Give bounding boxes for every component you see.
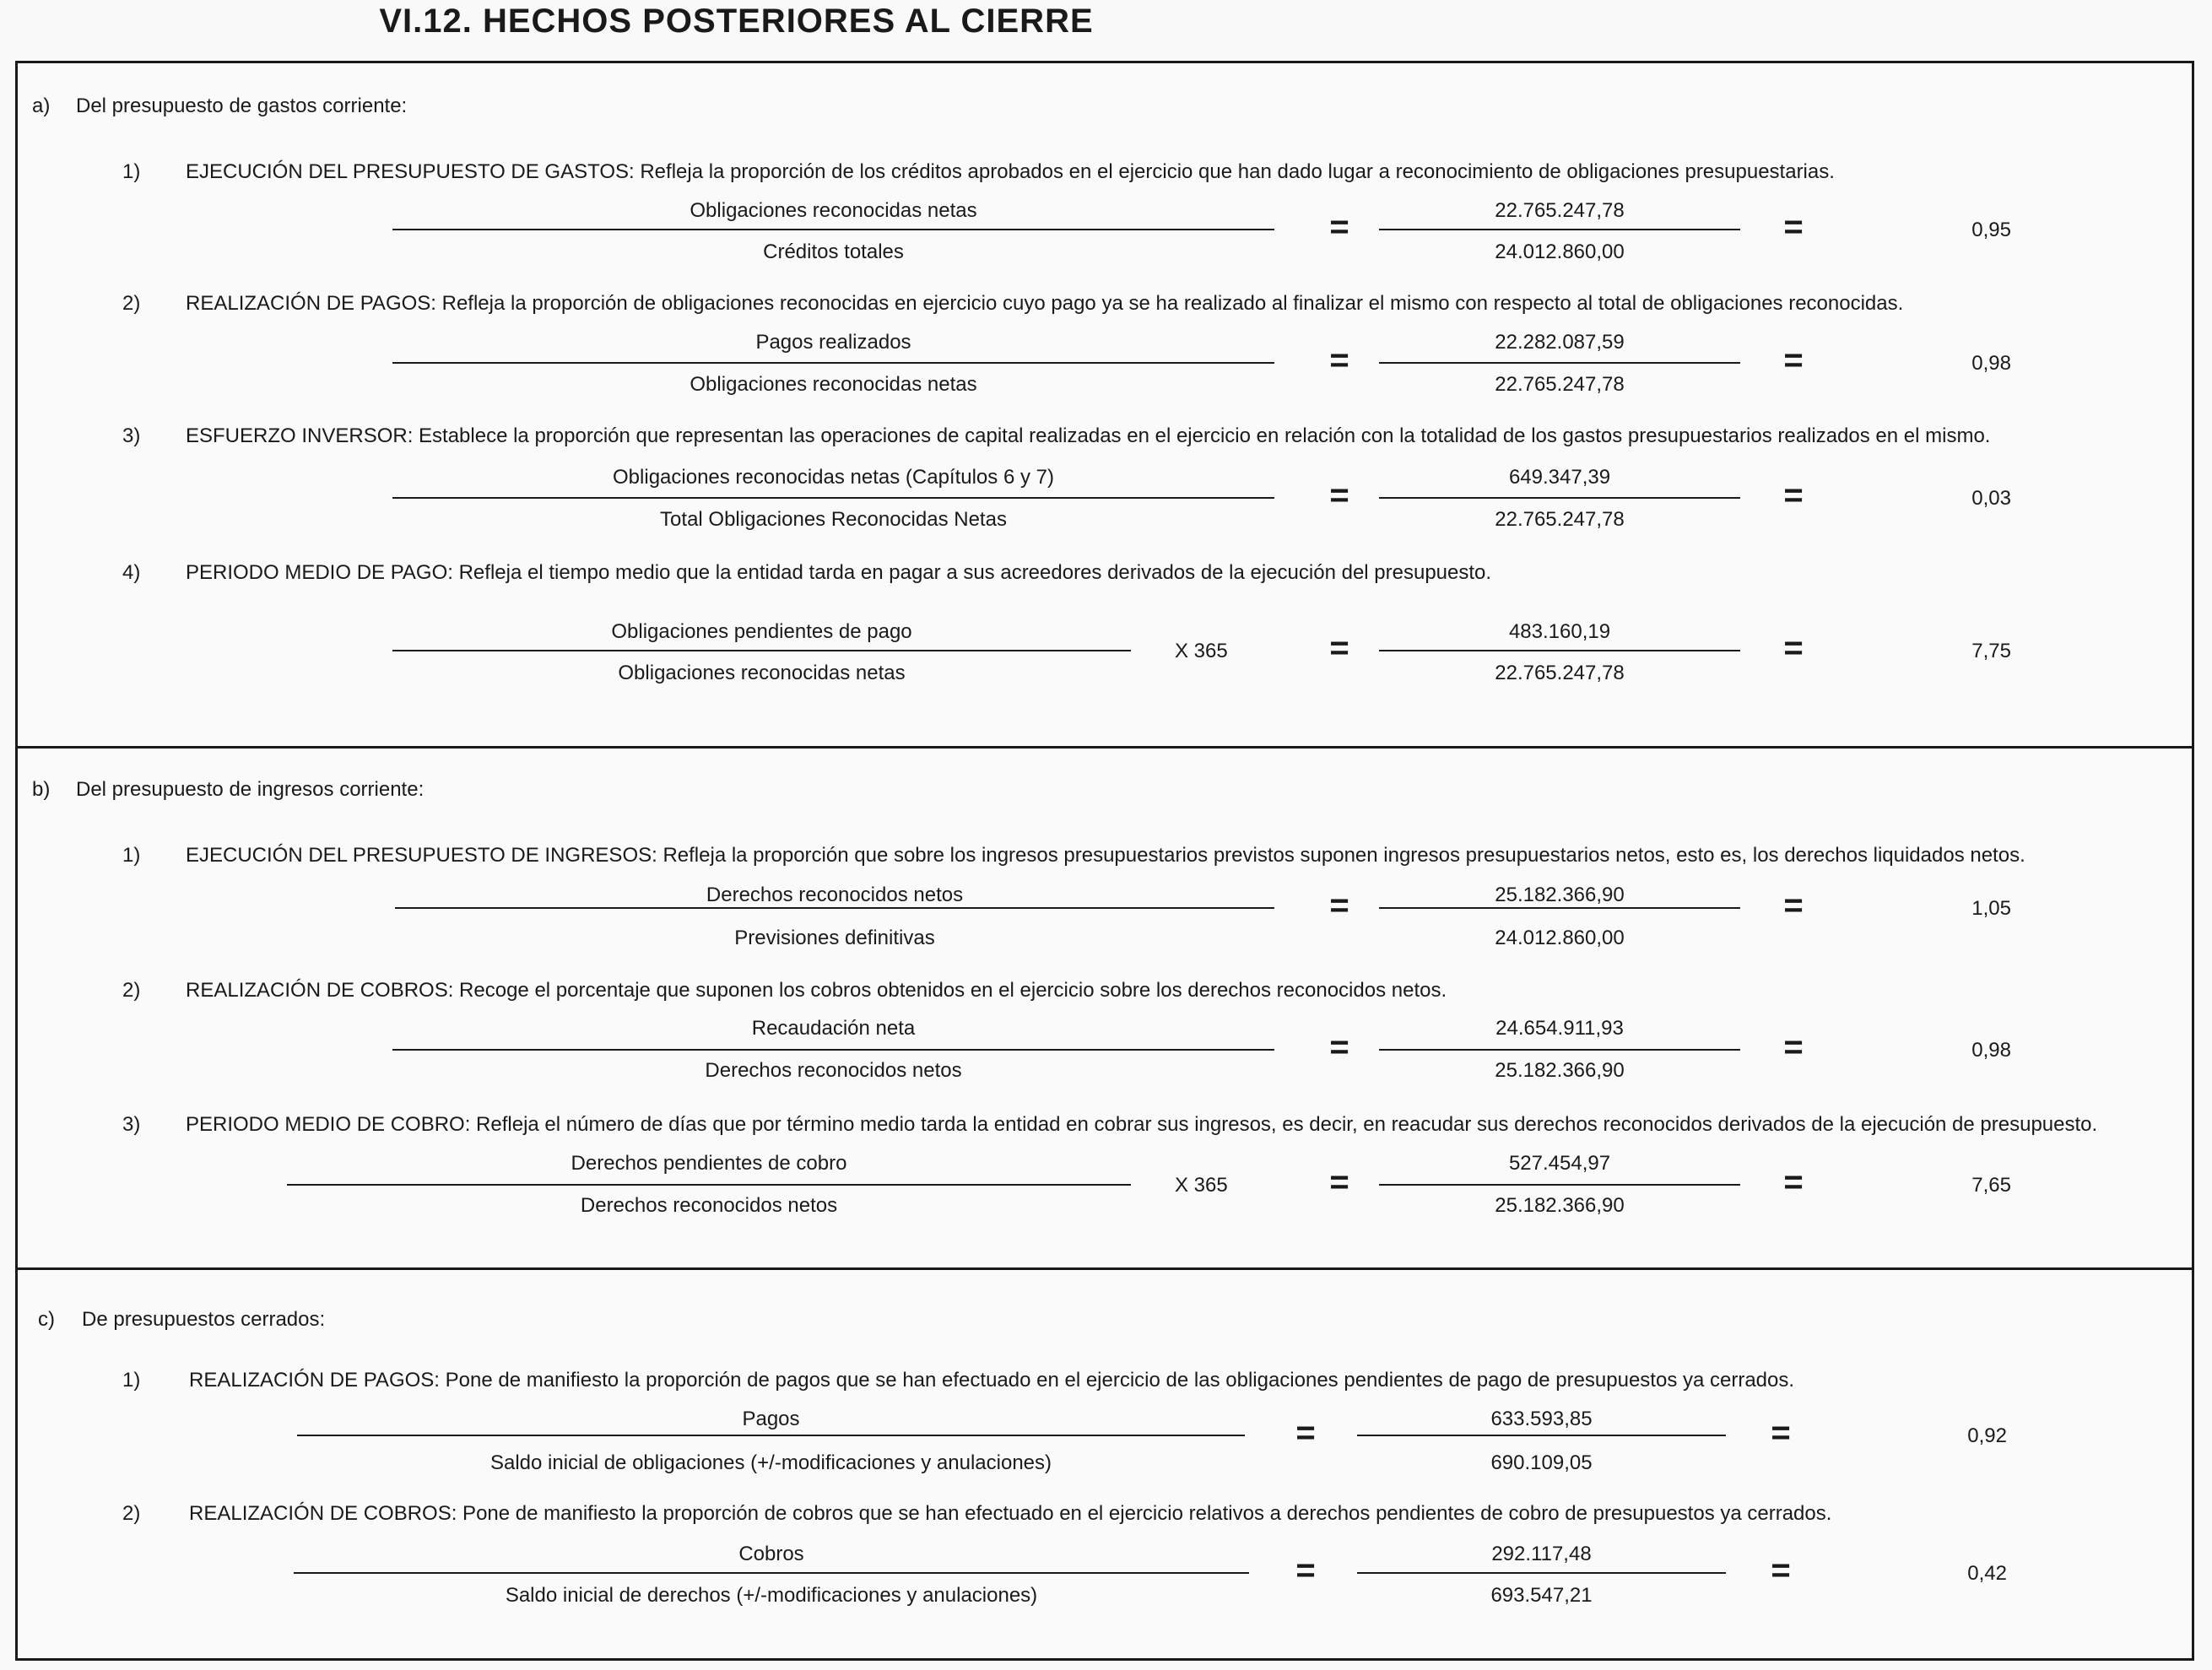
section-a-item-3-numerator-value: 649.347,39 (1508, 466, 1611, 489)
section-a-item-3-value-fraction-line (1379, 497, 1740, 499)
section-b-item-3-equals-sign-1: = (1329, 1164, 1349, 1201)
section-a-item-4-description: PERIODO MEDIO DE PAGO: Refleja el tiempo medio que la entidad tarda en pagar a sus acreedores derivados de la ejecución del presupuesto. (186, 561, 1492, 584)
section-a-item-2-denominator-label: Obligaciones reconocidas netas (690, 373, 977, 396)
section-b-item-3-multiplier: X 365 (1175, 1174, 1228, 1197)
section-b-item-2-denominator-value: 25.182.366,90 (1495, 1059, 1625, 1082)
section-a-item-3-fraction-line (392, 497, 1274, 499)
section-a-item-3-equals-sign-2: = (1783, 477, 1804, 514)
section-a-item-1-equals-sign-2: = (1783, 208, 1804, 246)
section-a-item-1-numerator-value: 22.765.247,78 (1495, 199, 1625, 222)
page-title: VI.12. HECHOS POSTERIORES AL CIERRE (379, 3, 1094, 40)
section-b-item-1-equals-sign-1: = (1329, 887, 1349, 924)
section-a-item-2-description: REALIZACIÓN DE PAGOS: Refleja la proporción de obligaciones reconocidas en ejercicio cuyo pago ya se ha realizado al finalizar el mismo con respecto al total de obligaciones reconocidas. (186, 292, 1904, 315)
section-c-item-1-value-fraction-line (1357, 1435, 1726, 1436)
section-c-item-1-equals-sign-1: = (1295, 1414, 1316, 1451)
section-a-item-1-value-fraction-line (1379, 229, 1740, 230)
section-b-item-2-equals-sign-2: = (1783, 1029, 1804, 1066)
section-b-item-3-description: PERIODO MEDIO DE COBRO: Refleja el número de días que por término medio tarda la entidad en cobrar sus ingresos, es decir, en reacudar sus derechos reconocidos derivados de la ejecución de presupuesto. (186, 1113, 2098, 1136)
section-c-letter: c) (38, 1308, 55, 1331)
section-b-item-3-number: 3) (122, 1113, 141, 1136)
section-c-item-2-fraction-line (294, 1572, 1249, 1574)
section-c-item-1-numerator-value: 633.593,85 (1490, 1408, 1593, 1430)
section-c-item-1-number: 1) (122, 1369, 141, 1392)
section-a-item-2-result: 0,98 (1971, 352, 2011, 375)
section-b-item-1-denominator-label: Previsiones definitivas (734, 927, 935, 949)
section-b-box (15, 746, 2194, 1269)
section-b-item-1-value-fraction-line (1379, 907, 1740, 909)
section-c-item-2-result: 0,42 (1967, 1562, 2007, 1585)
section-c-item-2-description: REALIZACIÓN DE COBROS: Pone de manifiesto la proporción de cobros que se han efectuado en el ejercicio relativos a derechos pendientes de cobro de presupuestos ya cerrados. (189, 1502, 1832, 1525)
section-b-item-3-equals-sign-2: = (1783, 1164, 1804, 1201)
section-a-item-4-value-fraction-line (1379, 650, 1740, 651)
section-a-item-4-equals-sign-1: = (1329, 630, 1349, 667)
section-a-item-4-multiplier: X 365 (1175, 640, 1228, 662)
section-a-item-4-number: 4) (122, 561, 141, 584)
section-c-item-2-equals-sign-2: = (1771, 1552, 1791, 1589)
section-a-item-3-equals-sign-1: = (1329, 477, 1349, 514)
section-b-item-3-fraction-line (287, 1184, 1131, 1186)
section-a-item-3-denominator-label: Total Obligaciones Reconocidas Netas (660, 508, 1007, 531)
section-a-item-2-numerator-value: 22.282.087,59 (1495, 331, 1625, 354)
section-a-item-3-result: 0,03 (1971, 487, 2011, 510)
section-a-item-4-denominator-label: Obligaciones reconocidas netas (618, 662, 906, 684)
section-a-item-4-result: 7,75 (1971, 640, 2011, 662)
section-b-item-1-numerator-value: 25.182.366,90 (1495, 884, 1625, 906)
section-c-item-2-equals-sign-1: = (1295, 1552, 1316, 1589)
section-a-item-3-number: 3) (122, 424, 141, 447)
section-c-item-2-number: 2) (122, 1502, 141, 1525)
section-c-item-2-value-fraction-line (1357, 1572, 1726, 1574)
section-b-item-1-numerator-label: Derechos reconocidos netos (706, 884, 964, 906)
section-a-item-4-numerator-value: 483.160,19 (1508, 620, 1611, 643)
section-c-item-1-result: 0,92 (1967, 1424, 2007, 1447)
section-a-item-1-numerator-label: Obligaciones reconocidas netas (690, 199, 977, 222)
section-b-item-1-number: 1) (122, 844, 141, 867)
section-b-letter: b) (32, 778, 51, 801)
section-a-item-2-value-fraction-line (1379, 362, 1740, 364)
section-a-item-1-result: 0,95 (1971, 219, 2011, 241)
section-a-item-3-denominator-value: 22.765.247,78 (1495, 508, 1625, 531)
section-b-item-2-numerator-label: Recaudación neta (751, 1017, 916, 1040)
section-b-item-3-numerator-value: 527.454,97 (1508, 1152, 1611, 1175)
section-a-item-2-numerator-label: Pagos realizados (755, 331, 911, 354)
section-b-item-3-value-fraction-line (1379, 1184, 1740, 1186)
section-b-item-1-description: EJECUCIÓN DEL PRESUPUESTO DE INGRESOS: Refleja la proporción que sobre los ingresos presupuestarios previstos suponen ingresos presupuestarios netos, esto es, los derechos liquidados netos. (186, 844, 2025, 867)
section-b-item-1-equals-sign-2: = (1783, 887, 1804, 924)
section-a-heading: Del presupuesto de gastos corriente: (76, 95, 408, 117)
section-c-item-1-denominator-value: 690.109,05 (1490, 1451, 1593, 1474)
section-a-item-1-denominator-label: Créditos totales (763, 241, 904, 263)
section-a-item-1-fraction-line (392, 229, 1274, 230)
section-b-item-2-equals-sign-1: = (1329, 1029, 1349, 1066)
section-a-item-1-denominator-value: 24.012.860,00 (1495, 241, 1625, 263)
section-a-item-4-numerator-label: Obligaciones pendientes de pago (611, 620, 912, 643)
section-b-item-2-description: REALIZACIÓN DE COBROS: Recoge el porcentaje que suponen los cobros obtenidos en el ejercicio sobre los derechos reconocidos netos. (186, 979, 1447, 1002)
section-b-item-2-denominator-label: Derechos reconocidos netos (705, 1059, 962, 1082)
section-c-item-1-denominator-label: Saldo inicial de obligaciones (+/-modificaciones y anulaciones) (489, 1451, 1052, 1474)
section-b-item-3-denominator-label: Derechos reconocidos netos (580, 1194, 838, 1217)
section-b-item-2-number: 2) (122, 979, 141, 1002)
section-c-item-2-numerator-label: Cobros (738, 1543, 804, 1565)
section-c-item-2-numerator-value: 292.117,48 (1491, 1543, 1592, 1565)
section-c-item-2-denominator-value: 693.547,21 (1490, 1584, 1593, 1607)
section-c-item-1-numerator-label: Pagos (742, 1408, 800, 1430)
section-a-item-2-fraction-line (392, 362, 1274, 364)
section-c-item-1-fraction-line (297, 1435, 1245, 1436)
section-a-item-4-denominator-value: 22.765.247,78 (1495, 662, 1625, 684)
section-a-item-4-fraction-line (392, 650, 1131, 651)
section-b-item-1-denominator-value: 24.012.860,00 (1495, 927, 1625, 949)
section-b-item-1-fraction-line (395, 907, 1274, 909)
section-b-heading: Del presupuesto de ingresos corriente: (76, 778, 425, 801)
section-b-item-2-fraction-line (392, 1049, 1274, 1051)
section-a-item-2-equals-sign-1: = (1329, 342, 1349, 379)
section-b-item-2-numerator-value: 24.654.911,93 (1495, 1017, 1624, 1040)
section-a-item-1-equals-sign-1: = (1329, 208, 1349, 246)
section-b-item-3-result: 7,65 (1971, 1174, 2011, 1197)
section-a-item-1-description: EJECUCIÓN DEL PRESUPUESTO DE GASTOS: Refleja la proporción de los créditos aprobados en el ejercicio que han dado lugar a reconocimiento de obligaciones presupuestarias. (186, 160, 1835, 183)
section-c-item-1-equals-sign-2: = (1771, 1414, 1791, 1451)
section-a-item-2-denominator-value: 22.765.247,78 (1495, 373, 1625, 396)
section-b-item-1-result: 1,05 (1971, 897, 2011, 920)
section-b-item-2-value-fraction-line (1379, 1049, 1740, 1051)
section-b-item-3-numerator-label: Derechos pendientes de cobro (571, 1152, 847, 1175)
section-c-item-1-description: REALIZACIÓN DE PAGOS: Pone de manifiesto la proporción de pagos que se han efectuado en el ejercicio de las obligaciones pendientes de pago de presupuestos ya cerrados. (189, 1369, 1795, 1392)
section-a-item-3-description: ESFUERZO INVERSOR: Establece la proporción que representan las operaciones de capital realizadas en el ejercicio en relación con la totalidad de los gastos presupuestarios realizados en el mismo. (186, 424, 1991, 447)
section-a-item-3-numerator-label: Obligaciones reconocidas netas (Capítulos 6 y 7) (613, 466, 1054, 489)
section-c-heading: De presupuestos cerrados: (82, 1308, 326, 1331)
section-a-item-2-number: 2) (122, 292, 141, 315)
section-c-item-2-denominator-label: Saldo inicial de derechos (+/-modificaciones y anulaciones) (505, 1584, 1038, 1607)
section-b-item-2-result: 0,98 (1971, 1039, 2011, 1062)
section-a-item-1-number: 1) (122, 160, 141, 183)
section-a-letter: a) (32, 95, 51, 117)
section-a-item-2-equals-sign-2: = (1783, 342, 1804, 379)
section-b-item-3-denominator-value: 25.182.366,90 (1495, 1194, 1625, 1217)
section-a-item-4-equals-sign-2: = (1783, 630, 1804, 667)
